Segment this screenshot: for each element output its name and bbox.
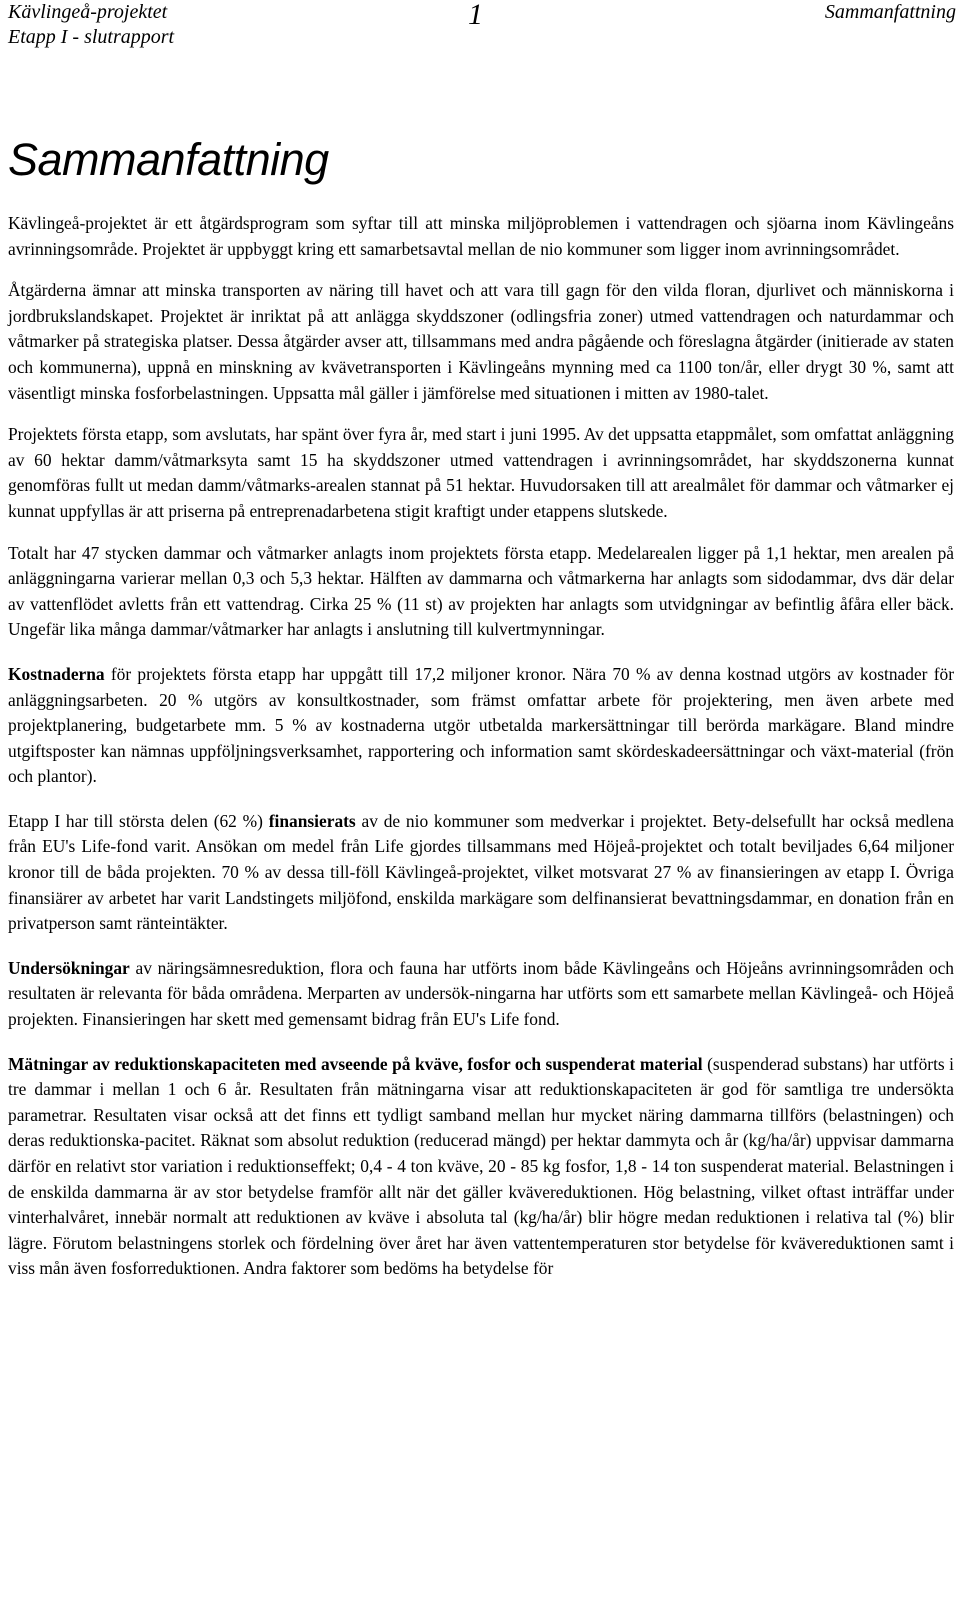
financing-keyword: finansierats — [268, 810, 356, 831]
paragraph-studies — [8, 956, 954, 1033]
running-header — [8, 0, 956, 54]
costs-body-text: för projektets första etapp har uppgått till 17,2 miljoner kronor. Nära 70 % av denna kostnad utgörs av kostnader för anläggningsarbeten. 20 % utgörs av konsultkostnader, som främst omfattar arbete för projektering, men även arbete med projektplanering, budgetarbete mm. 5 % av kostnaderna utgör utbetalda markersättningar till berörda markägare. Bland mindre utgiftsposter kan nämnas uppföljningsverksamhet, rapportering och information samt skördeskadeersättningar och växt-material (frön och plantor). — [8, 663, 954, 787]
header-report-name: Etapp I - slutrapport — [8, 26, 175, 48]
paragraph-measurements — [8, 1052, 954, 1282]
paragraph-financing — [8, 809, 954, 937]
page-title: Sammanfattning — [8, 134, 329, 185]
header-page-number: 1 — [468, 0, 483, 31]
paragraph-costs — [8, 662, 954, 790]
studies-keyword: Undersökningar — [8, 957, 130, 978]
financing-body-text: av de nio kommuner som medverkar i projektet. Bety-delsefullt har också medlena från EU's Life-fond varit. Ansökan om medel från Life gjordes tillsammans med Höjeå-projektet och totalt beviljades 6,64 miljoner kronor till de båda projekten. 70 % av dessa till-föll Kävlingeå-projektet, vilket motsvarat 27 % av finansieringen av etapp I. Övriga finansiärer av arbetet har varit Landstingets miljöfond, enskilda markägare som delfinansierat bevattningsdammar, en donation från en privatperson samt ränteintäkter. — [8, 810, 954, 934]
costs-keyword: Kostnaderna — [8, 663, 105, 684]
header-left — [8, 0, 174, 50]
header-section-name: Sammanfattning — [824, 1, 956, 23]
paragraph-ponds: Totalt har 47 stycken dammar och våtmarker anlagts inom projektets första etapp. Medelarealen ligger på 1,1 hektar, men arealen på anläggningarna varierar mellan 0,3 och 5,3 hektar. Hälften av dammarna och våtmarkerna har anlagts som sidodammar, dvs där delar av vattenflödet avletts från ett vattendrag. Cirka 25 % (11 st) av projekten har anlagts som utvidgningar av befintlig åfåra eller bäck. Ungefär lika många dammar/våtmarker har anlagts i anslutning till kulvertmynningar. — [8, 542, 954, 640]
studies-body-text: av näringsämnesreduktion, flora och fauna har utförts inom både Kävlingeåns och Höjeåns avrinningsområden och resultaten är relevanta för båda områdena. Merparten av undersök-ningarna har utförts som ett samarbete mellan Kävlingeå- och Höjeå projekten. Finansieringen har skett med gemensamt bidrag från EU's Life fond. — [8, 957, 954, 1030]
header-project-name: Kävlingeå-projektet — [8, 1, 168, 23]
paragraph-intro: Kävlingeå-projektet är ett åtgärdsprogram som syftar till att minska miljöproblemen i vattendragen och sjöarna inom Kävlingeåns avrinningsområde. Projektet är uppbyggt kring ett samarbetsavtal mellan de nio kommuner som ligger inom avrinningsområdet. — [8, 213, 954, 259]
paragraph-measures: Åtgärderna ämnar att minska transporten av näring till havet och att vara till gagn för den vilda floran, djurlivet och människorna i jordbrukslandskapet. Projektet är inriktat på att anlägga skyddszoner (odlingsfria zoner) utmed vattendragen och naturdammar och våtmarker på strategiska platser. Dessa åtgärder avser att, tillsammans med andra pågående och föreslagna åtgärder (initierade av staten och kommunerna), uppnå en minskning av kvävetransporten i Kävlingeåns mynning med ca 1100 ton/år, eller drygt 30 %, samt att väsentligt minska fosforbelastningen. Uppsatta mål gäller i jämförelse med situationen i mitten av 1980-talet. — [8, 280, 954, 403]
measurements-keyword: Mätningar av reduktionskapaciteten med avseende på kväve, fosfor och suspenderat material — [8, 1053, 703, 1074]
measurements-body-text: (suspenderad substans) har utförts i tre dammar i mellan 1 och 6 år. Resultaten från mätningarna visar att reduktionskapaciteten är god för samtliga tre undersökta parametrar. Resultaten visar också att det finns ett tydligt samband mellan hur mycket näring dammarna tillförs (belastningen) och deras reduktionska-pacitet. Räknat som absolut reduktion (reducerad mängd) per hektar dammyta och år (kg/ha/år) uppvisar dammarna därför en relativt stor variation i reduktionseffekt; 0,4 - 4 ton kväve, 20 - 85 kg fosfor, 1,8 - 14 ton suspenderat material. Belastningen i de enskilda dammarna är av stor betydelse framför allt när det gäller kvävereduktionen. Hög belastning, vilket oftast inträffar under vinterhalvåret, innebär normalt att reduktionen av kväve i absoluta tal (kg/ha/år) blir högre medan reduktionen i relativa tal (%) blir lägre. Förutom belastningens storlek och fördelning över året har även vattentemperaturen stor betydelse för kvävereduktionen samt i viss mån även fosforreduktionen. Andra faktorer som bedöms ha betydelse för — [8, 1053, 954, 1279]
financing-lead-text: Etapp I har till största delen (62 %) — [8, 810, 269, 831]
paragraph-stage-one: Projektets första etapp, som avslutats, har spänt över fyra år, med start i juni 1995. Av det uppsatta etappmålet, som omfattat anläggning av 60 hektar damm/våtmarksyta samt 15 ha skyddszoner utmed vattendragen i avrinningsområdet, har skyddszonerna kunnat genomföras fullt ut medan damm/våtmarks-arealen stannat på 51 hektar. Huvudorsaken till att arealmålet för dammar och våtmarker ej kunnat uppfyllas är att priserna på entreprenadarbetena stigit kraftigt under etappens slutskede. — [8, 424, 954, 521]
body-text — [8, 211, 954, 1298]
